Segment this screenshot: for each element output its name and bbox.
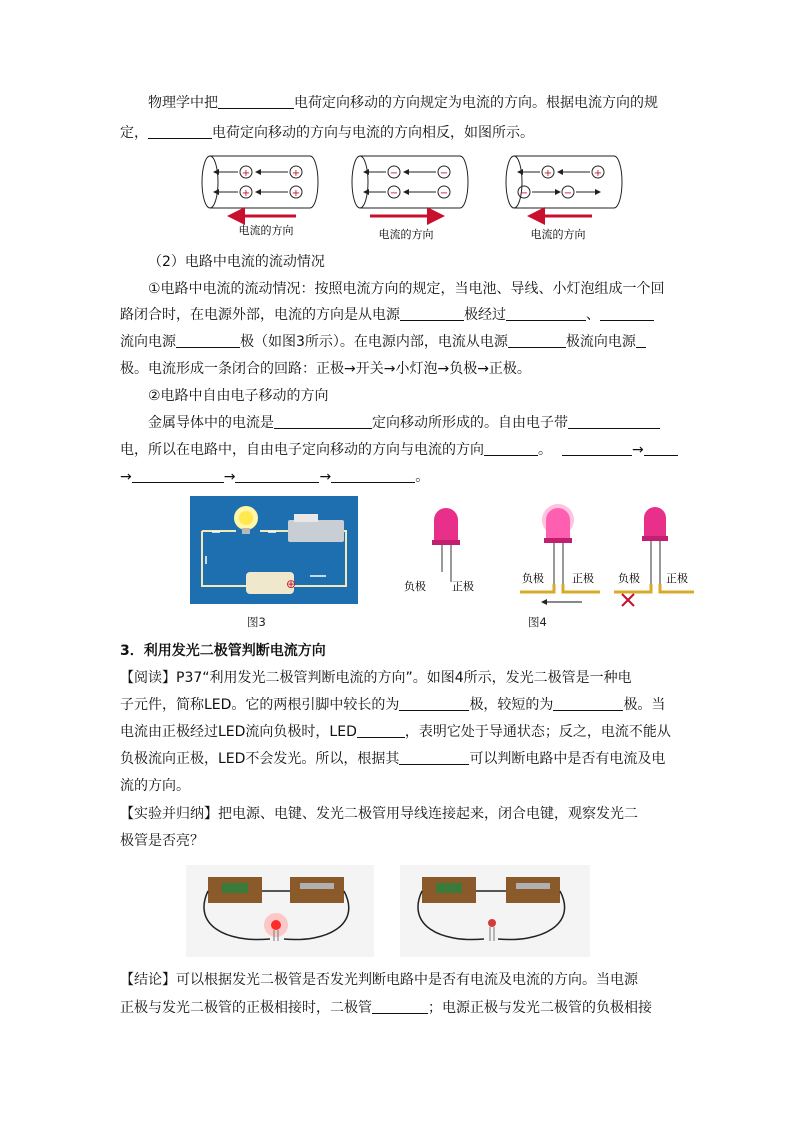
svg-text:+: +	[241, 168, 251, 179]
s2-line3: → → → 。	[120, 469, 430, 485]
led2-neg-label: 负极	[522, 572, 544, 585]
svg-text:−: −	[519, 188, 529, 199]
led-3	[614, 507, 694, 606]
blank[interactable]	[644, 441, 678, 456]
read-line3: 电流由正极经过LED流向负极时，LED ，表明它处于导通状态；反之，电流不能从	[120, 724, 671, 740]
blank[interactable]	[218, 94, 294, 109]
current-label-1: 电流的方向	[238, 224, 294, 237]
para1-line1: 物理学中把 电荷定向移动的方向规定为电流的方向。根据电流方向的规	[148, 95, 658, 111]
fig4-led	[396, 500, 696, 610]
conductor-1	[202, 156, 318, 237]
s1-line4: 极。电流形成一条闭合的回路：正极→开关→小灯泡→负极→正极。	[120, 361, 531, 377]
read-line4: 负极流向正极，LED不会发光。所以，根据其 可以判断电路中是否有电流及电	[120, 751, 666, 767]
blank[interactable]	[506, 306, 586, 321]
exp-line2: 极管是否亮？	[120, 833, 204, 849]
blank[interactable]	[148, 124, 212, 139]
blank[interactable]	[600, 306, 654, 321]
read-line5: 流的方向。	[120, 778, 190, 794]
read-line1: 【阅读】P37“利用发光二极管判断电流的方向”。如图4所示，发光二极管是一种电	[120, 670, 632, 686]
fig3-circuit	[190, 496, 358, 604]
blank[interactable]	[508, 333, 566, 348]
cross-icon	[622, 594, 634, 606]
svg-text:−: −	[389, 168, 399, 179]
s1-line2: 路闭合时，在电源外部，电流的方向是从电源 极经过 、	[120, 305, 676, 325]
s2-line2: 电，所以在电路中，自由电子定向移动的方向与电流的方向 。 →	[120, 440, 676, 460]
blank[interactable]	[399, 750, 469, 765]
blank[interactable]	[636, 333, 646, 348]
blank[interactable]	[357, 723, 405, 738]
exp-line1: 【实验并归纳】把电源、电键、发光二极管用导线连接起来，闭合电键，观察发光二	[120, 806, 638, 822]
read-line2: 子元件，简称LED。它的两根引脚中较长的为 极，较短的为 极。当	[120, 697, 666, 713]
fig4-caption: 图4	[528, 615, 547, 629]
switch-icon	[288, 520, 344, 542]
svg-text:+: +	[291, 168, 301, 179]
svg-text:+: +	[241, 188, 251, 199]
s1-line1: ①电路中电流的流动情况：按照电流方向的规定，当电池、导线、小灯泡组成一个回	[148, 281, 665, 297]
led-2	[520, 504, 600, 602]
blank[interactable]	[274, 414, 372, 429]
blank[interactable]	[553, 696, 623, 711]
blank[interactable]	[568, 414, 660, 429]
experiment-photo-lit	[186, 865, 374, 957]
svg-text:−: −	[389, 188, 399, 199]
para1-line2: 定， 电荷定向移动的方向与电流的方向相反，如图所示。	[120, 125, 534, 141]
svg-text:+: +	[291, 188, 301, 199]
blank[interactable]	[484, 441, 538, 456]
s2-line1: 金属导体中的电流是 定向移动所形成的。自由电子带	[148, 413, 704, 433]
experiment-photo-unlit	[400, 865, 590, 957]
blank[interactable]	[400, 306, 464, 321]
s2-title: ②电路中自由电子移动的方向	[148, 388, 329, 404]
blank[interactable]	[372, 999, 428, 1014]
blank[interactable]	[562, 441, 632, 456]
blank[interactable]	[331, 468, 415, 483]
svg-text:−: −	[439, 188, 449, 199]
led2-pos-label: 正极	[572, 572, 594, 585]
blank[interactable]	[176, 333, 240, 348]
led1-neg-label: 负极	[404, 580, 426, 593]
svg-text:−: −	[439, 168, 449, 179]
svg-text:−: −	[563, 188, 573, 199]
conductor-3	[506, 156, 622, 241]
led3-pos-label: 正极	[666, 572, 688, 585]
led1-pos-label: 正极	[452, 580, 474, 593]
section2-title: （2）电路中电流的流动情况	[148, 254, 325, 270]
s1-line3: 流向电源 极（如图3所示）。在电源内部，电流从电源 极流向电源	[120, 332, 676, 352]
svg-text:+: +	[593, 168, 603, 179]
conclusion-line1: 【结论】可以根据发光二极管是否发光判断电路中是否有电流及电流的方向。当电源	[120, 972, 638, 988]
blank[interactable]	[399, 696, 469, 711]
svg-text:⊕: ⊕	[286, 577, 297, 591]
current-label-2: 电流的方向	[378, 228, 434, 241]
conclusion-line2: 正极与发光二极管的正极相接时，二极管 ；电源正极与发光二极管的负极相接	[120, 1000, 652, 1016]
blank[interactable]	[235, 468, 319, 483]
conductor-current-figure	[196, 150, 636, 248]
current-label-3: 电流的方向	[530, 228, 586, 241]
fig3-caption: 图3	[247, 615, 266, 629]
conductor-2	[352, 156, 468, 241]
svg-text:+: +	[543, 168, 553, 179]
led-1	[404, 508, 474, 593]
blank[interactable]	[132, 468, 224, 483]
led3-neg-label: 负极	[618, 572, 640, 585]
section3-title: 3．利用发光二极管判断电流方向	[120, 643, 326, 659]
